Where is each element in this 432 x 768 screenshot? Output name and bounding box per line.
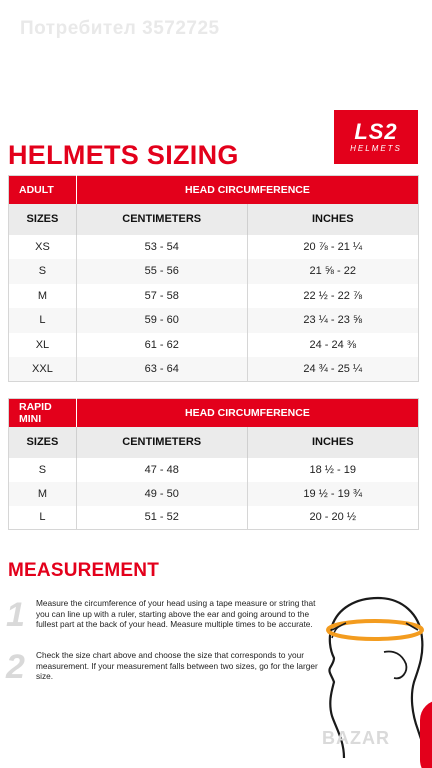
table-category: RAPID MINI <box>9 399 77 427</box>
table-row <box>9 506 419 530</box>
centimeters-cell: 53 - 54 <box>76 235 247 260</box>
table-row <box>9 333 419 358</box>
column-header-sizes: SIZES <box>9 427 77 458</box>
table-group-header: HEAD CIRCUMFERENCE <box>76 176 418 204</box>
inches-cell: 22 ½ - 22 ⅞ <box>247 284 418 309</box>
table-group-header: HEAD CIRCUMFERENCE <box>76 399 418 427</box>
size-cell: XS <box>35 240 50 253</box>
centimeters-cell: 59 - 60 <box>76 308 247 333</box>
page-title: HELMETS SIZING <box>8 140 239 170</box>
step-number: 1 <box>6 596 25 634</box>
logo-main-text: LS2 <box>354 119 398 144</box>
size-cell: XL <box>35 338 50 351</box>
column-header-sizes: SIZES <box>9 204 77 235</box>
table-row <box>9 308 419 333</box>
corner-accent-shape <box>420 700 432 768</box>
inches-cell: 21 ⅝ - 22 <box>247 259 418 284</box>
user-watermark: Потребител 3572725 <box>20 18 220 39</box>
inches-cell: 19 ½ - 19 ¾ <box>247 482 418 506</box>
logo-sub-text: HELMETS <box>350 144 402 153</box>
column-header-inches: INCHES <box>247 427 418 458</box>
size-cell: S <box>9 259 77 284</box>
inches-cell: 23 ¼ - 23 ⅝ <box>247 308 418 333</box>
column-header-centimeters: CENTIMETERS <box>76 427 247 458</box>
measurement-title: MEASUREMENT <box>8 560 160 581</box>
size-cell: M <box>37 289 48 302</box>
table-category: ADULT <box>9 176 77 204</box>
size-cell: L <box>39 511 46 524</box>
column-header-inches: INCHES <box>247 204 418 235</box>
centimeters-cell: 63 - 64 <box>76 357 247 382</box>
inches-cell: 20 ⅞ - 21 ¼ <box>247 235 418 260</box>
table-row <box>9 458 419 482</box>
step-text: Check the size chart above and choose the size that corresponds to your measurement. If your measurement falls between two sizes, go for the larger size. <box>36 650 318 681</box>
rapid-mini-size-table <box>8 398 419 530</box>
size-cell: S <box>38 463 47 476</box>
centimeters-cell: 55 - 56 <box>76 259 247 284</box>
ls2-logo <box>334 110 418 164</box>
centimeters-cell: 51 - 52 <box>76 506 247 530</box>
size-cell: M <box>9 482 77 506</box>
centimeters-cell: 47 - 48 <box>76 458 247 482</box>
table-row <box>9 482 419 506</box>
centimeters-cell: 49 - 50 <box>76 482 247 506</box>
inches-cell: 24 - 24 ⅜ <box>247 333 418 358</box>
inches-cell: 18 ½ - 19 <box>247 458 418 482</box>
site-watermark: BAZAR <box>322 728 390 748</box>
step-number: 2 <box>6 648 25 686</box>
table-row <box>9 235 419 260</box>
step-text: Measure the circumference of your head using a tape measure or string that you can line up with a ruler, starting above the ear and going around to the fullest part at the back of your head. Measure multiple times to be accurate. <box>36 598 316 629</box>
centimeters-cell: 57 - 58 <box>76 284 247 309</box>
adult-size-table <box>8 175 419 382</box>
size-cell: XXL <box>9 357 77 382</box>
centimeters-cell: 61 - 62 <box>76 333 247 358</box>
table-row <box>9 259 419 284</box>
column-header-centimeters: CENTIMETERS <box>76 204 247 235</box>
table-row <box>9 357 419 382</box>
size-cell: L <box>9 308 77 333</box>
inches-cell: 24 ¾ - 25 ¼ <box>247 357 418 382</box>
table-row <box>9 284 419 309</box>
inches-cell: 20 - 20 ½ <box>247 506 418 530</box>
